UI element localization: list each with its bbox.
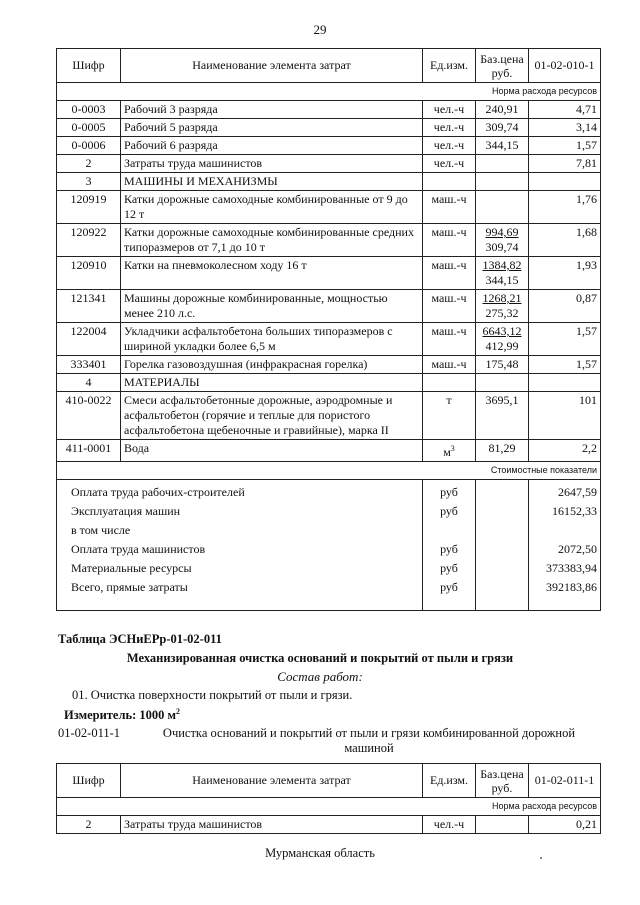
row-code: 411-0001 <box>57 440 121 462</box>
row-quantity: 2,2 <box>529 440 601 462</box>
row-name: Рабочий 3 разряда <box>121 101 423 119</box>
row-price <box>476 224 529 257</box>
row-price <box>476 119 529 137</box>
row-unit-text: маш.-ч <box>431 192 467 206</box>
table-row <box>57 374 601 392</box>
summary-value: 373383,94 <box>529 559 601 578</box>
summary-unit: руб <box>423 578 476 611</box>
row-code: 0-0006 <box>57 137 121 155</box>
summary-price-empty <box>476 540 529 559</box>
work-composition-title: Состав работ: <box>277 669 363 684</box>
row-price-value: 3695,1 <box>485 393 519 407</box>
row-unit-superscript: 3 <box>450 444 455 453</box>
summary-unit <box>423 521 476 540</box>
row-name: Катки дорожные самоходные комбинированные средних типоразмеров от 7,1 до 10 т <box>121 224 423 257</box>
row-quantity: 1,93 <box>529 257 601 290</box>
table-row <box>57 224 601 257</box>
row-price <box>476 257 529 290</box>
row-code: 0-0003 <box>57 101 121 119</box>
row-price-value: 240,91 <box>485 102 519 116</box>
row-price <box>476 392 529 440</box>
row-quantity: 7,81 <box>529 155 601 173</box>
row-price <box>476 155 529 173</box>
summary-unit: руб <box>423 502 476 521</box>
row-name: Затраты труда машинистов <box>121 155 423 173</box>
footer-region: Мурманская область <box>265 846 375 860</box>
table-row <box>57 257 601 290</box>
row-price-secondary: 412,99 <box>485 339 519 353</box>
summary-value: 392183,86 <box>529 578 601 611</box>
row-code: 0-0005 <box>57 119 121 137</box>
summary-row <box>57 559 601 578</box>
table-title: Таблица ЭСНиЕРр-01-02-011 <box>58 632 222 646</box>
row-name: Катки на пневмоколесном ходу 16 т <box>121 257 423 290</box>
table-row <box>57 290 601 323</box>
row-unit <box>423 257 476 290</box>
row-unit-text: маш.-ч <box>431 258 467 272</box>
cost-label-row <box>57 462 601 480</box>
summary-row <box>57 480 601 503</box>
section-title: Механизированная очистка оснований и покрытий от пыли и грязи <box>126 651 514 665</box>
row-quantity: 4,71 <box>529 101 601 119</box>
table-header-row <box>57 49 601 83</box>
summary-value: 16152,33 <box>529 502 601 521</box>
measure-superscript: 2 <box>176 707 181 716</box>
row-unit: чел.-ч <box>423 816 476 834</box>
row-code: 4 <box>57 374 121 392</box>
table-row <box>57 173 601 191</box>
header-unit: Ед.изм. <box>423 49 476 83</box>
row-price <box>476 816 529 834</box>
row-code: 121341 <box>57 290 121 323</box>
measure-line <box>64 707 180 723</box>
table-row <box>57 137 601 155</box>
row-quantity: 1,57 <box>529 137 601 155</box>
summary-unit: руб <box>423 540 476 559</box>
row-code: 410-0022 <box>57 392 121 440</box>
row-name: МАТЕРИАЛЫ <box>121 374 423 392</box>
row-price-value: 1384,82 <box>482 258 522 272</box>
summary-price-empty <box>476 559 529 578</box>
row-unit <box>423 191 476 224</box>
summary-price-empty <box>476 578 529 611</box>
page-number: 29 <box>313 22 327 37</box>
work-item: 01. Очистка поверхности покрытий от пыли и грязи. <box>72 688 353 702</box>
measure-label: Измеритель: 1000 м <box>64 708 177 723</box>
row-price <box>476 440 529 462</box>
row-name: Вода <box>121 440 423 462</box>
row-quantity: 1,57 <box>529 356 601 374</box>
summary-price-empty <box>476 521 529 540</box>
header-price: Баз.цена руб. <box>476 764 529 798</box>
row-unit-text: маш.-ч <box>431 324 467 338</box>
row-name: Смеси асфальтобетонные дорожные, аэродромные и асфальтобетон (горячие и теплые для пористого асфальтобетона щебеночные и гравийные), марка II <box>121 392 423 440</box>
rate-code: 01-02-011-1 <box>58 726 121 740</box>
row-unit <box>423 155 476 173</box>
header-ref: 01-02-010-1 <box>529 49 601 83</box>
row-unit-text: маш.-ч <box>431 291 467 305</box>
row-price <box>476 101 529 119</box>
row-code: 2 <box>57 816 121 834</box>
row-price <box>476 191 529 224</box>
row-unit <box>423 224 476 257</box>
summary-row <box>57 578 601 611</box>
row-price-value: 1268,21 <box>482 291 522 305</box>
row-price-value: 344,15 <box>485 138 519 152</box>
row-quantity: 1,76 <box>529 191 601 224</box>
summary-label: Материальные ресурсы <box>57 559 423 578</box>
row-name: Рабочий 6 разряда <box>121 137 423 155</box>
row-price-value: 81,29 <box>488 441 516 455</box>
scan-speck <box>540 857 542 859</box>
header-ref: 01-02-011-1 <box>529 764 601 798</box>
row-unit-text: чел.-ч <box>433 102 465 116</box>
row-unit <box>423 323 476 356</box>
table-row <box>57 356 601 374</box>
norm-label-row <box>57 798 601 816</box>
summary-value: 2072,50 <box>529 540 601 559</box>
row-code: 120919 <box>57 191 121 224</box>
table-row <box>57 119 601 137</box>
row-name: Рабочий 5 разряда <box>121 119 423 137</box>
table-row <box>57 101 601 119</box>
row-quantity: 1,57 <box>529 323 601 356</box>
row-code: 122004 <box>57 323 121 356</box>
row-unit-text: чел.-ч <box>433 138 465 152</box>
header-name: Наименование элемента затрат <box>121 764 423 798</box>
row-name: Катки дорожные самоходные комбинированные от 9 до 12 т <box>121 191 423 224</box>
row-price <box>476 137 529 155</box>
row-unit-text: м <box>443 445 451 459</box>
row-name: Укладчики асфальтобетона больших типоразмеров с шириной укладки более 6,5 м <box>121 323 423 356</box>
row-price <box>476 173 529 191</box>
row-name: Горелка газовоздушная (инфракрасная горелка) <box>121 356 423 374</box>
rate-description-line-2: машиной <box>344 741 394 755</box>
norm-label-row <box>57 83 601 101</box>
summary-value <box>529 521 601 540</box>
row-name: МАШИНЫ И МЕХАНИЗМЫ <box>121 173 423 191</box>
table-row <box>57 323 601 356</box>
summary-price-empty <box>476 480 529 503</box>
table-row <box>57 155 601 173</box>
row-price-value: 6643,12 <box>482 324 522 338</box>
row-price <box>476 374 529 392</box>
row-price-secondary: 309,74 <box>485 240 519 254</box>
table-row <box>57 440 601 462</box>
row-price <box>476 290 529 323</box>
summary-label: Оплата труда рабочих-строителей <box>57 480 423 503</box>
summary-label: в том числе <box>57 521 423 540</box>
row-unit <box>423 374 476 392</box>
norm-label: Норма расхода ресурсов <box>57 83 601 101</box>
row-quantity: 0,21 <box>529 816 601 834</box>
header-code: Шифр <box>57 764 121 798</box>
row-price-value: 175,48 <box>485 357 519 371</box>
row-unit <box>423 356 476 374</box>
header-unit: Ед.изм. <box>423 764 476 798</box>
row-unit <box>423 119 476 137</box>
resource-table-01-02-010-1 <box>56 48 601 611</box>
row-code: 2 <box>57 155 121 173</box>
summary-value: 2647,59 <box>529 480 601 503</box>
row-name: Затраты труда машинистов <box>121 816 423 834</box>
norm-label: Норма расхода ресурсов <box>57 798 601 816</box>
resource-table-01-02-011-1 <box>56 763 601 834</box>
row-price <box>476 356 529 374</box>
rate-description-line-1: Очистка оснований и покрытий от пыли и грязи комбинированной дорожной <box>162 726 576 740</box>
table-header-row <box>57 764 601 798</box>
row-unit <box>423 101 476 119</box>
rate-description <box>58 726 606 756</box>
header-price: Баз.цена руб. <box>476 49 529 83</box>
row-price-value: 994,69 <box>485 225 519 239</box>
row-code: 120922 <box>57 224 121 257</box>
row-unit <box>423 290 476 323</box>
row-code: 120910 <box>57 257 121 290</box>
summary-row <box>57 502 601 521</box>
row-price-secondary: 275,32 <box>485 306 519 320</box>
row-unit <box>423 392 476 440</box>
row-code: 3 <box>57 173 121 191</box>
row-unit-text: чел.-ч <box>433 120 465 134</box>
row-quantity: 0,87 <box>529 290 601 323</box>
row-price-secondary: 344,15 <box>485 273 519 287</box>
row-quantity: 3,14 <box>529 119 601 137</box>
summary-label: Оплата труда машинистов <box>57 540 423 559</box>
row-price-value: 309,74 <box>485 120 519 134</box>
summary-row <box>57 540 601 559</box>
row-unit-text: маш.-ч <box>431 225 467 239</box>
row-unit <box>423 137 476 155</box>
row-code: 333401 <box>57 356 121 374</box>
row-unit-text: маш.-ч <box>431 357 467 371</box>
row-unit-text: чел.-ч <box>433 156 465 170</box>
header-name: Наименование элемента затрат <box>121 49 423 83</box>
row-quantity <box>529 173 601 191</box>
row-name: Машины дорожные комбинированные, мощностью менее 210 л.с. <box>121 290 423 323</box>
summary-unit: руб <box>423 559 476 578</box>
header-code: Шифр <box>57 49 121 83</box>
cost-label: Стоимостные показатели <box>57 462 601 480</box>
table-row <box>57 191 601 224</box>
summary-unit: руб <box>423 480 476 503</box>
row-unit-text: т <box>446 393 452 407</box>
row-price <box>476 323 529 356</box>
row-unit <box>423 440 476 462</box>
summary-row <box>57 521 601 540</box>
row-unit <box>423 173 476 191</box>
summary-label: Всего, прямые затраты <box>57 578 423 611</box>
row-quantity <box>529 374 601 392</box>
summary-price-empty <box>476 502 529 521</box>
row-quantity: 101 <box>529 392 601 440</box>
table-row <box>57 392 601 440</box>
table-row <box>57 816 601 834</box>
row-quantity: 1,68 <box>529 224 601 257</box>
summary-label: Эксплуатация машин <box>57 502 423 521</box>
